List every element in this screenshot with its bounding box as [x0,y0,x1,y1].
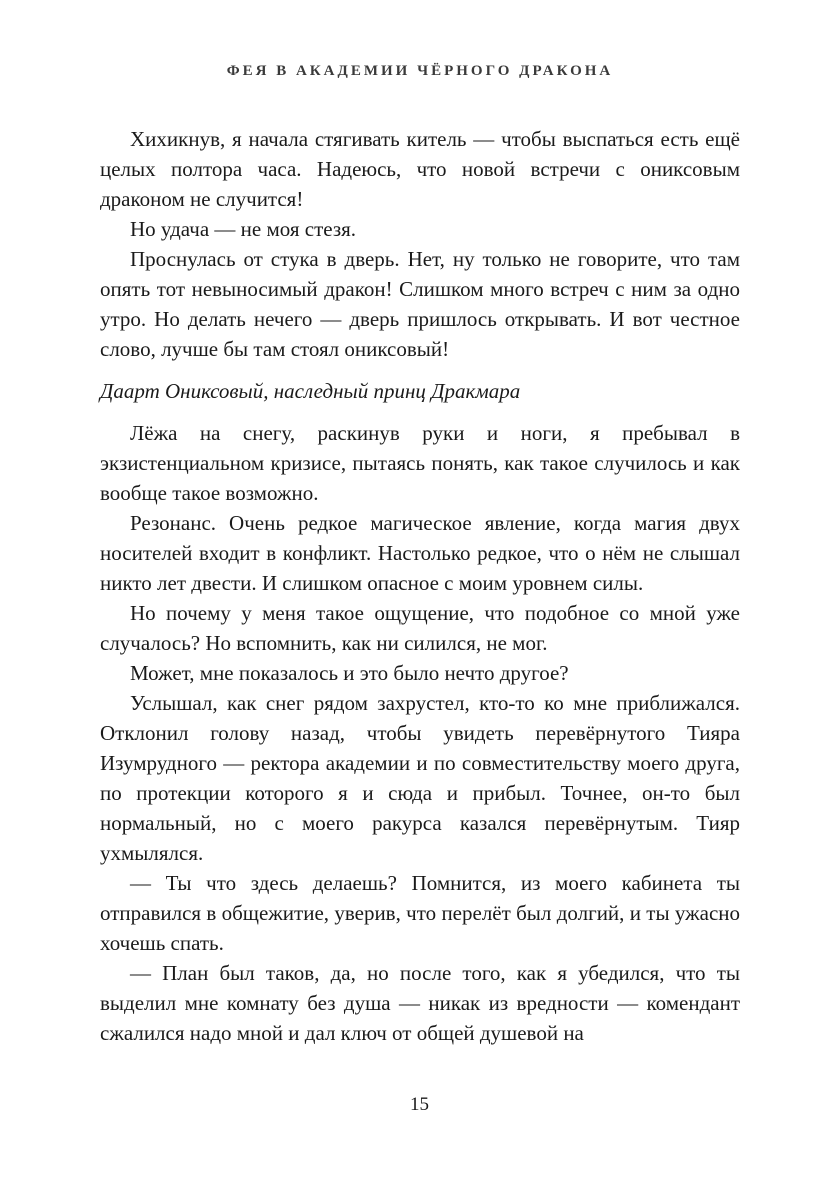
running-header: ФЕЯ В АКАДЕМИИ ЧЁРНОГО ДРАКОНА [226,63,614,79]
paragraph: Услышал, как снег рядом захрустел, кто-то ко мне приближался. Отклонил голову назад, чтобы увидеть перевёрнутого Тияра Изумрудного — ректора академии и по совместительству моего друга, по протекции которого я и сюда и прибыл. Точнее, он-то был нормальный, но с моего ракурса казался перевёрнутым. Тияр ухмылялся. [100,691,740,865]
page-body [100,124,740,1048]
paragraph-dialogue: — Ты что здесь делаешь? Помнится, из моего кабинета ты отправился в общежитие, уверив, что перелёт был долгий, и ты ужасно хочешь спать. [100,871,740,955]
paragraph: Проснулась от стука в дверь. Нет, ну только не говорите, что там опять тот невыносимый дракон! Слишком много встреч с ним за одно утро. Но делать нечего — дверь пришлось открывать. И вот честное слово, лучше бы там стоял ониксовый! [100,247,740,361]
paragraph: Но почему у меня такое ощущение, что подобное со мной уже случалось? Но вспомнить, как ни силился, не мог. [100,601,740,655]
paragraph: Хихикнув, я начала стягивать китель — чтобы выспаться есть ещё целых полтора часа. Надеюсь, что новой встречи с ониксовым драконом не случится! [100,127,740,211]
section-heading: Даарт Ониксовый, наследный принц Дракмара [100,379,521,403]
paragraph: Может, мне показалось и это было нечто другое? [130,661,569,685]
paragraph: Резонанс. Очень редкое магическое явление, когда магия двух носителей входит в конфликт. Настолько редкое, что о нём не слышал никто лет двести. И слишком опасное с моим уровнем силы. [100,511,740,595]
paragraph: Лёжа на снегу, раскинув руки и ноги, я пребывал в экзистенциальном кризисе, пытаясь понять, как такое случилось и как вообще такое возможно. [100,421,740,505]
page-number: 15 [410,1094,429,1115]
paragraph: Но удача — не моя стезя. [130,217,357,241]
paragraph-dialogue: — План был таков, да, но после того, как я убедился, что ты выделил мне комнату без душа — никак из вредности — комендант сжалился надо мной и дал ключ от общей душевой на [100,961,740,1045]
